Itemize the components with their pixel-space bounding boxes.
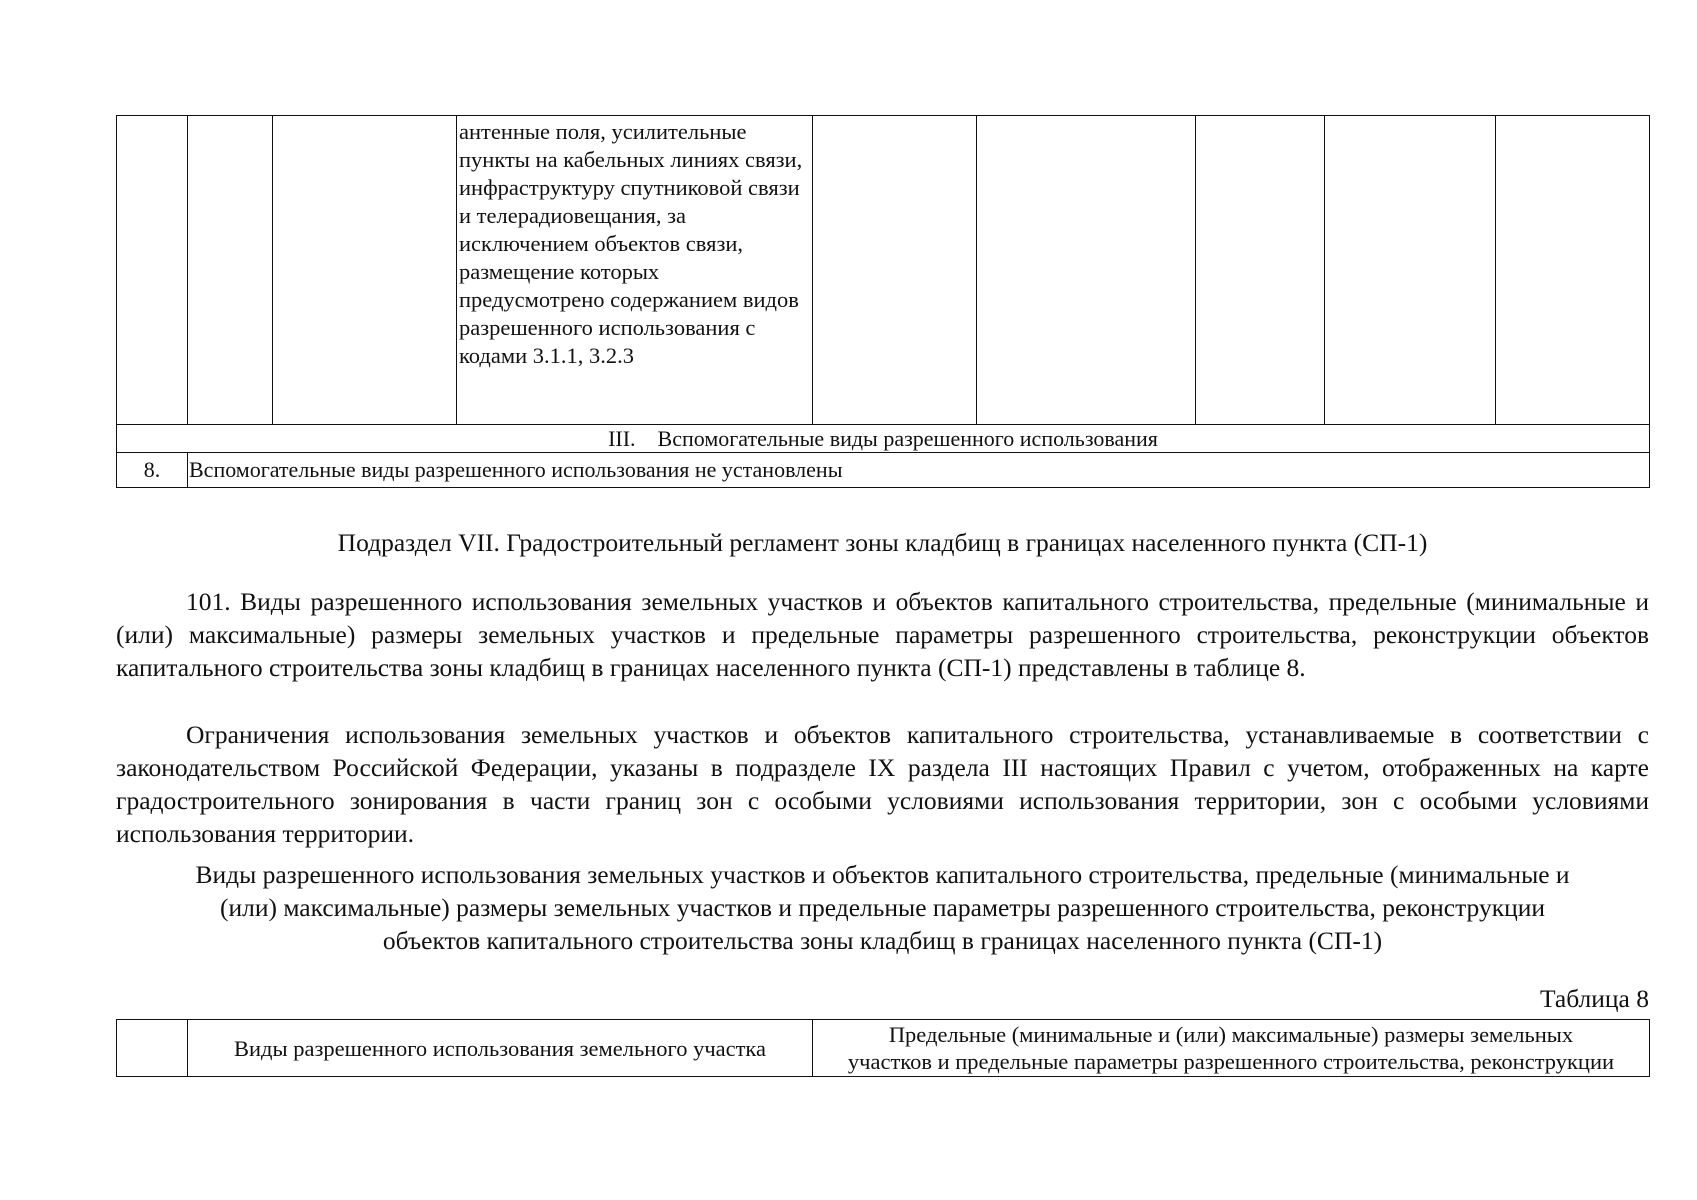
header-parameters-line-2: участков и предельные параметры разрешенного строительства, реконструкции — [847, 1049, 1615, 1074]
table-cell-empty — [188, 116, 273, 425]
table-cell-empty — [1196, 116, 1325, 425]
table-cell-empty — [117, 116, 188, 425]
table-row — [117, 453, 1650, 488]
table-cell-empty — [1496, 116, 1650, 425]
table-section-row — [117, 425, 1650, 453]
table-cell-empty — [977, 116, 1196, 425]
paragraph-101: 101. Виды разрешенного использования земельных участков и объектов капитального строительства, предельные (минимальные и (или) максимальные) размеры земельных участков и предельные параметры разрешенного строительства, реконструкции объектов капитального строительства зоны кладбищ в границах населенного пункта (СП-1) представлены в таблице 8. — [116, 587, 1649, 682]
caption-line-2: (или) максимальные) размеры земельных участков и предельные параметры разрешенного строительства, реконструкции — [219, 893, 1546, 922]
row-text: Вспомогательные виды разрешенного использования не установлены — [188, 453, 1650, 488]
table-cell-empty — [1325, 116, 1496, 425]
header-cell-number — [117, 1020, 188, 1077]
section-heading: III. Вспомогательные виды разрешенного использования — [117, 425, 1650, 453]
caption-line-1: Виды разрешенного использования земельных участков и объектов капитального строительства, предельные (минимальные и — [195, 860, 1570, 889]
header-parameters-line-1: Предельные (минимальные и (или) максимальные) размеры земельных — [888, 1022, 1574, 1047]
table-number: Таблица 8 — [1539, 984, 1649, 1013]
continuation-table — [116, 115, 1650, 488]
header-cell-permitted-use: Виды разрешенного использования земельного участка — [188, 1020, 813, 1077]
subsection-title: Подраздел VII. Градостроительный регламент зоны кладбищ в границах населенного пункта (СП-1) — [337, 528, 1428, 557]
caption-line-3: объектов капитального строительства зоны кладбищ в границах населенного пункта (СП-1) — [382, 926, 1383, 955]
table-cell-object-description: антенные поля, усилительные пункты на кабельных линиях связи, инфраструктуру спутниковой связи и телерадиовещания, за исключением объектов связи, размещение которых предусмотрено содержанием видов разрешенного использования с кодами 3.1.1, 3.2.3 — [457, 116, 813, 425]
row-number: 8. — [117, 453, 188, 488]
header-cell-parameters — [813, 1020, 1650, 1077]
table-8-header — [116, 1019, 1650, 1077]
table-caption — [116, 858, 1649, 957]
table-cell-empty — [273, 116, 457, 425]
table-header-row — [117, 1020, 1650, 1077]
table-row — [117, 116, 1650, 425]
paragraph-restrictions: Ограничения использования земельных участков и объектов капитального строительства, устанавливаемые в соответствии с законодательством Российской Федерации, указаны в подразделе IX раздела III настоящих Правил с учетом, отображенных на карте градостроительного зонирования в части границ зон с особыми условиями использования территории, зон с особыми условиями использования территории. — [116, 720, 1649, 848]
table-cell-empty — [813, 116, 977, 425]
